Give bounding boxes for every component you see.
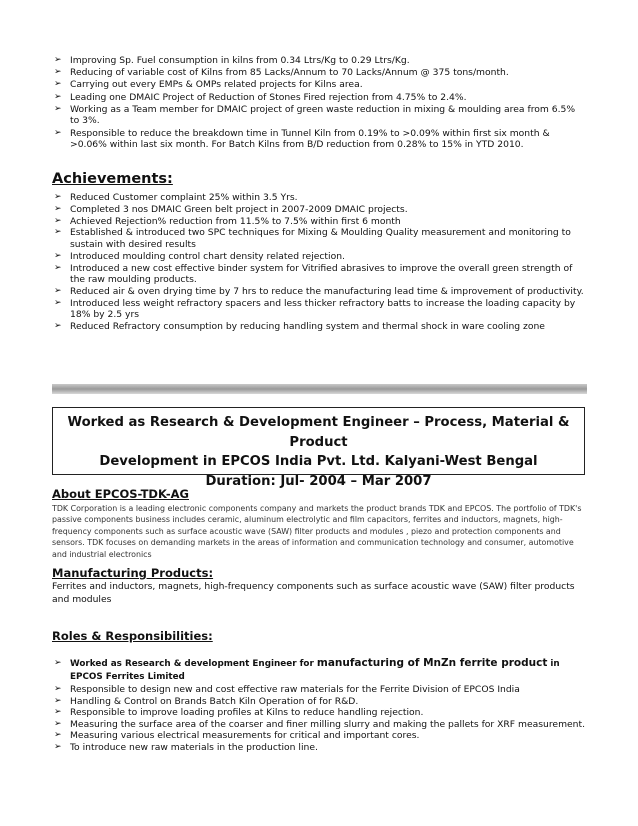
roles-heading: Roles & Responsibilities: (52, 629, 213, 643)
list-item: ➢ Responsible to improve loading profiles at Kilns to reduce handling rejection. (54, 707, 424, 719)
arrow-bullet-icon: ➢ (54, 262, 62, 273)
kiln-responsibilities-list (52, 55, 587, 151)
list-item: ➢ Responsible to design new and cost effective raw materials for the Ferrite Division of EPCOS India (54, 684, 520, 695)
list-item: ➢ Established & introduced two SPC techniques for Mixing & Moulding Quality measurement and monitoring to sustain with desired results (54, 227, 571, 250)
about-company-text: TDK Corporation is a leading electronic components company and markets the product brands TDK and EPCOS. The portfolio of TDK's passive components business includes ceramic, aluminum electrolytic and film capacitors, ferrites and inductors, magnets, high-frequency components such as surface acoustic wave (SAW) filter products and modules , piezo and protection components and sensors. TDK focuses on demanding markets in the areas of information and communication technology and consumer, automotive and industrial electronics (52, 504, 582, 559)
emphasized-product: manufacturing of MnZn ferrite product (316, 657, 548, 669)
arrow-bullet-icon: ➢ (54, 55, 62, 65)
list-item: ➢ Leading one DMAIC Project of Reduction of Stones Fired rejection from 4.75% to 2.4%. (54, 91, 467, 103)
arrow-bullet-icon: ➢ (54, 707, 62, 718)
achievements-list (52, 192, 587, 333)
arrow-bullet-icon: ➢ (54, 741, 62, 752)
list-item: ➢ Introduced a new cost effective binder system for Vitrified abrasives to improve the overall green strength of the raw moulding products. (54, 262, 573, 286)
job-title-line-1: Worked as Research & Development Engineer – Process, Material & Product (67, 415, 570, 450)
arrow-bullet-icon: ➢ (54, 192, 62, 202)
roles-list (52, 657, 587, 754)
arrow-bullet-icon: ➢ (54, 127, 62, 138)
list-item: ➢ Reduced Customer complaint 25% within 3.5 Yrs. (54, 192, 298, 203)
job-title-box (52, 407, 585, 489)
list-item: ➢ Working as a Team member for DMAIC project of green waste reduction in mixing & moulding area from 6.5% to 3%. (54, 103, 576, 127)
arrow-bullet-icon: ➢ (54, 91, 62, 102)
arrow-bullet-icon: ➢ (54, 103, 62, 114)
list-item: ➢ Carrying out every EMPs & OMPs related projects for Kilns area. (54, 79, 363, 91)
arrow-bullet-icon: ➢ (54, 730, 62, 741)
list-item: ➢ Reducing of variable cost of Kilns from 85 Lacks/Annum to 70 Lacks/Annum @ 375 tons/month. (54, 67, 509, 79)
arrow-bullet-icon: ➢ (54, 250, 62, 261)
arrow-bullet-icon: ➢ (54, 297, 62, 308)
list-item: ➢ Introduced moulding control chart density related rejection. (54, 250, 345, 262)
list-item: ➢ Responsible to reduce the breakdown time in Tunnel Kiln from 0.19% to >0.09% within first six month & >0.06% within last six month. For Batch Kilns from B/D reduction from 0.28% to 15% in YTD 2010. (54, 127, 550, 151)
arrow-bullet-icon: ➢ (54, 79, 62, 90)
arrow-bullet-icon: ➢ (54, 658, 62, 668)
list-item: ➢ Measuring the surface area of the coarser and finer milling slurry and making the pallets for XRF measurement. (54, 718, 586, 730)
list-item: ➢ Measuring various electrical measurements for critical and important cores. (54, 730, 420, 742)
list-item: ➢ Handling & Control on Brands Batch Kiln Operation of for R&D. (54, 695, 359, 707)
list-item: ➢ Worked as Research & development Engineer for manufacturing of MnZn ferrite product in EPCOS Ferrites Limited (54, 657, 560, 682)
manufacturing-products-heading: Manufacturing Products: (52, 566, 214, 580)
arrow-bullet-icon: ➢ (54, 285, 62, 296)
job-title-line-2: Development in EPCOS India Pvt. Ltd. Kalyani-West Bengal (99, 454, 538, 469)
arrow-bullet-icon: ➢ (54, 215, 62, 226)
arrow-bullet-icon: ➢ (54, 321, 62, 332)
arrow-bullet-icon: ➢ (54, 227, 62, 238)
arrow-bullet-icon: ➢ (54, 684, 62, 694)
arrow-bullet-icon: ➢ (54, 203, 62, 214)
arrow-bullet-icon: ➢ (54, 67, 62, 78)
list-item: ➢ Introduced less weight refractory spacers and less thicker refractory batts to increase the loading capacity by 18% by 2.5 yrs (54, 297, 576, 321)
list-item: ➢ Achieved Rejection% reduction from 11.5% to 7.5% within first 6 month (54, 215, 401, 227)
list-item: ➢ To introduce new raw materials in the production line. (54, 741, 318, 753)
section-divider (52, 384, 587, 394)
list-item: ➢ Completed 3 nos DMAIC Green belt project in 2007-2009 DMAIC projects. (54, 203, 408, 215)
job-duration: Duration: Jul- 2004 – Mar 2007 (205, 473, 432, 489)
list-item: ➢ Reduced Refractory consumption by reducing handling system and thermal shock in ware cooling zone (54, 321, 545, 333)
list-item: ➢ Reduced air & oven drying time by 7 hrs to reduce the manufacturing lead time & improvement of productivity. (54, 285, 584, 297)
about-company-heading: About EPCOS-TDK-AG (52, 487, 190, 501)
arrow-bullet-icon: ➢ (54, 695, 62, 706)
achievements-heading: Achievements: (52, 171, 173, 187)
arrow-bullet-icon: ➢ (54, 718, 62, 729)
manufacturing-products-text: Ferrites and inductors, magnets, high-frequency components such as surface acoustic wave (SAW) filter products and modules (52, 581, 575, 605)
list-item: ➢ Improving Sp. Fuel consumption in kilns from 0.34 Ltrs/Kg to 0.29 Ltrs/Kg. (54, 55, 410, 66)
